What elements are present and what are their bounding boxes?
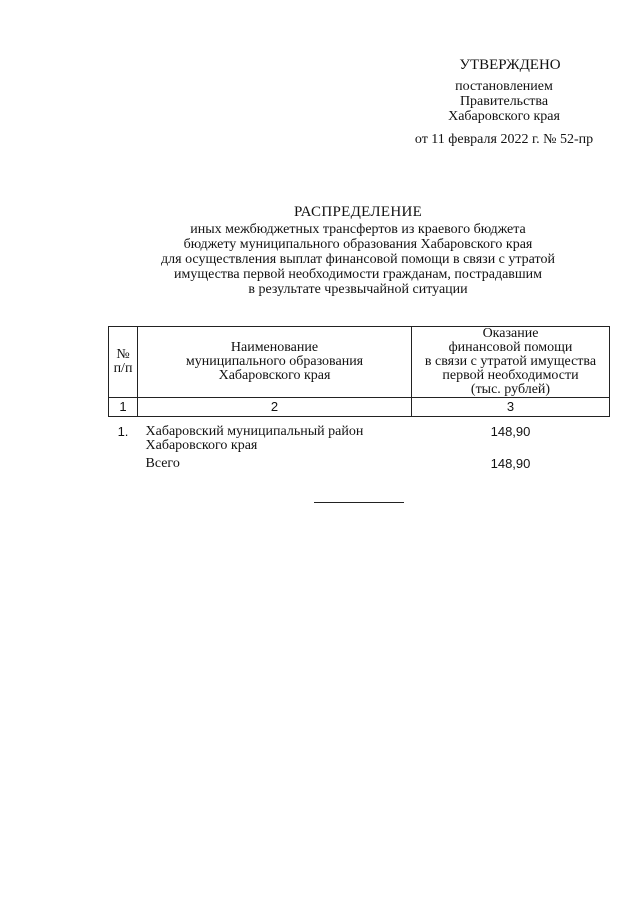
table-header [109, 327, 610, 398]
subtitle-line: имущества первой необходимости гражданам, пострадавшим [173, 267, 543, 282]
total-number [109, 453, 138, 471]
approval-date: от 11 февраля 2022 г. № 52-пр [414, 132, 594, 147]
header-text: (тыс. рублей) [470, 382, 551, 397]
approval-block [395, 58, 613, 147]
subtitle-line: для осуществления выплат финансовой помощи в связи с утратой [161, 252, 555, 267]
end-divider [314, 502, 404, 503]
approval-line: Хабаровского края [448, 109, 560, 124]
row-name [138, 417, 412, 454]
subtitle-line: иных межбюджетных трансфертов из краевого бюджета [190, 222, 526, 237]
header-text: муниципального образования [185, 354, 364, 369]
subtitle-line: бюджету муниципального образования Хабаровского края [183, 237, 533, 252]
document-title: РАСПРЕДЕЛЕНИЕ [293, 204, 423, 220]
column-index-row [109, 398, 610, 417]
header-number [109, 327, 138, 398]
approval-line: постановлением [455, 79, 553, 94]
column-index: 2 [138, 398, 412, 417]
total-value: 148,90 [490, 456, 531, 471]
header-text: п/п [113, 361, 133, 376]
header-value [412, 327, 610, 398]
subtitle-line: в результате чрезвычайной ситуации [248, 282, 468, 297]
table-row [109, 417, 610, 454]
document-subtitle [100, 222, 616, 297]
approval-stamp: УТВЕРЖДЕНО [459, 57, 561, 73]
approval-line: Правительства [459, 94, 549, 109]
row-name-line: Хабаровского края [145, 438, 258, 453]
header-text: Хабаровского края [218, 368, 331, 383]
row-value: 148,90 [490, 424, 531, 439]
distribution-table [108, 326, 610, 471]
total-label: Всего [145, 456, 180, 471]
total-row [109, 453, 610, 471]
header-text: в связи с утратой имущества [424, 354, 597, 369]
header-text: Оказание [482, 326, 539, 341]
header-text: № [116, 347, 130, 362]
header-text: финансовой помощи [448, 340, 573, 355]
header-name [138, 327, 412, 398]
row-number: 1. [117, 424, 129, 439]
column-index: 1 [109, 398, 138, 417]
row-name-line: Хабаровский муниципальный район [145, 424, 364, 439]
header-text: Наименование [230, 340, 319, 355]
column-index: 3 [412, 398, 610, 417]
header-text: первой необходимости [442, 368, 579, 383]
